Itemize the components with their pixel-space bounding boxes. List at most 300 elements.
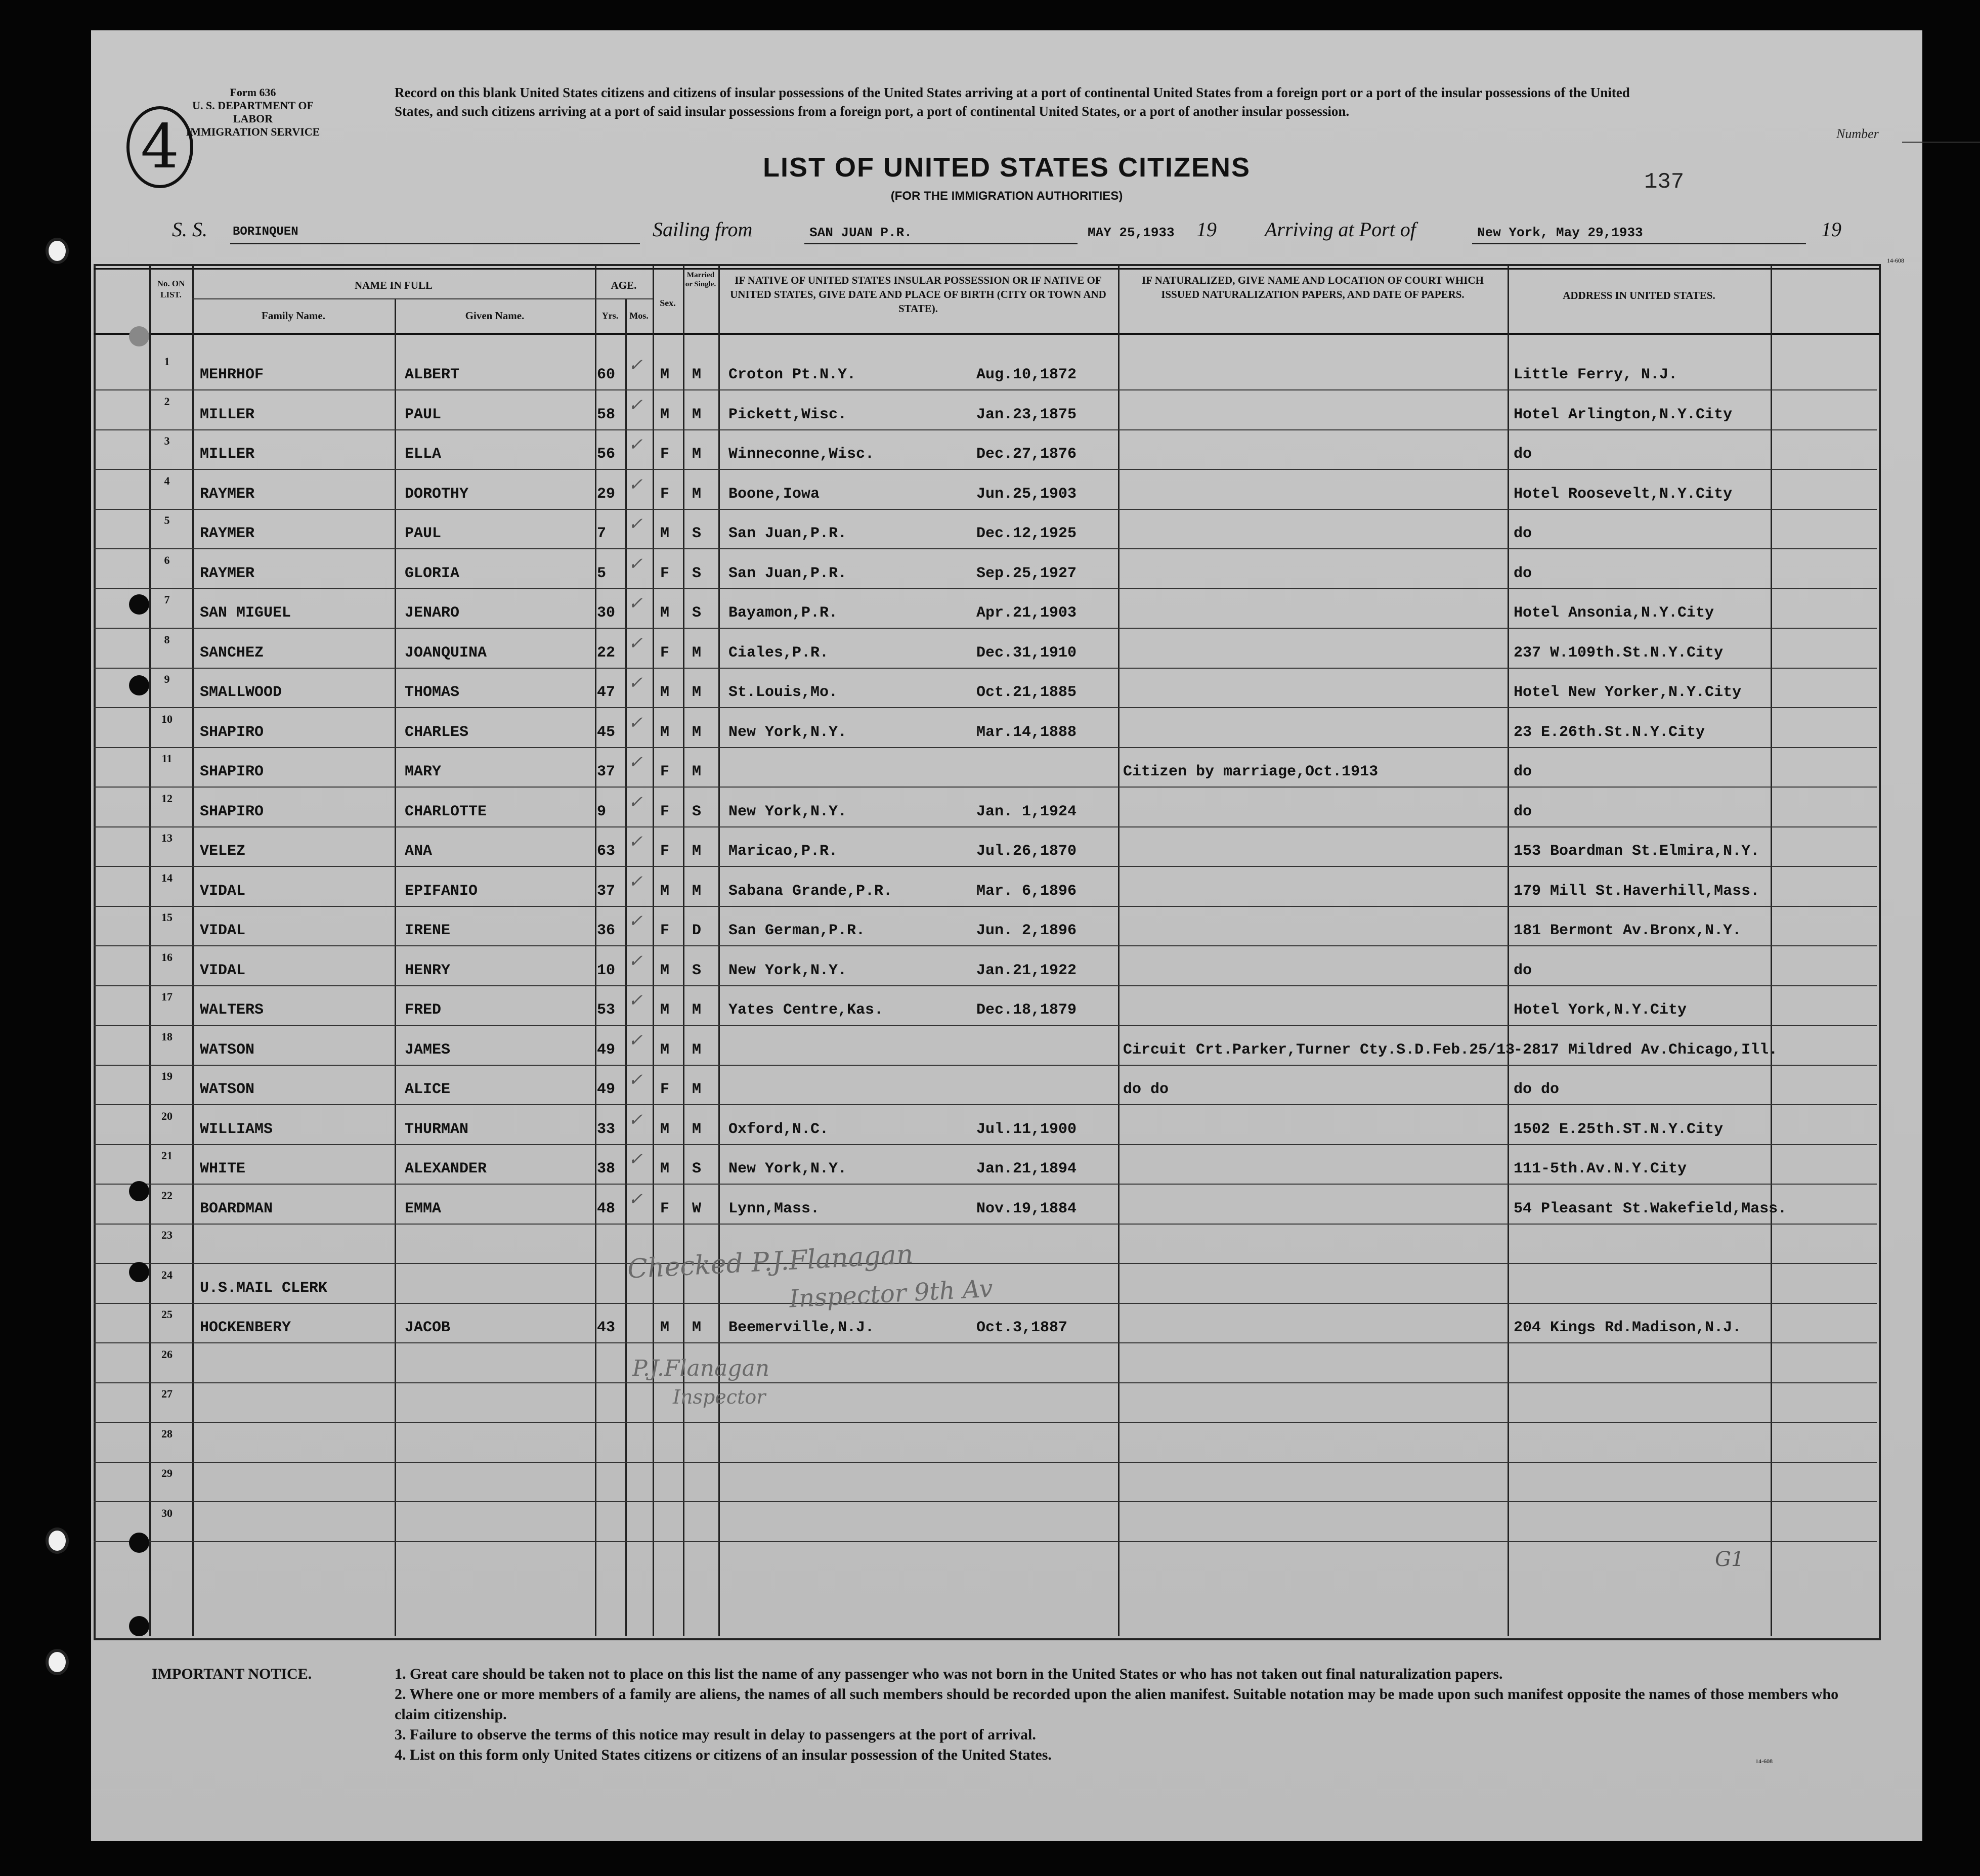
- birth-place: Lynn,Mass.: [728, 1200, 820, 1217]
- birth-place: Winneconne,Wisc.: [728, 446, 875, 463]
- birth-date: Aug.10,1872: [976, 366, 1077, 383]
- marital-status: S: [692, 564, 702, 582]
- subheader-rule: [192, 298, 653, 299]
- row-rule: [94, 1065, 1877, 1066]
- age-years: 60: [597, 366, 616, 383]
- row-number: 6: [164, 553, 170, 566]
- check-mark: ✓: [628, 395, 643, 415]
- birth-place: New York,N.Y.: [728, 1160, 847, 1177]
- given-name: ALEXANDER: [405, 1160, 487, 1177]
- inspector-annotation: Inspector 9th Av: [788, 1274, 994, 1314]
- marital-status: S: [692, 604, 702, 622]
- punch-hole: [129, 1181, 149, 1201]
- row-number: 27: [161, 1387, 173, 1400]
- sailing-label: Sailing from: [653, 218, 753, 241]
- row-number: 14: [161, 871, 173, 884]
- col-header-family: Family Name.: [262, 310, 325, 322]
- family-name: U.S.MAIL CLERK: [200, 1279, 328, 1297]
- row-number: 22: [161, 1189, 173, 1202]
- row-number: 21: [161, 1149, 173, 1162]
- col-rule: [625, 298, 627, 1636]
- row-number: 5: [164, 514, 170, 527]
- us-address: do: [1514, 525, 1532, 542]
- header-bottom-rule: [94, 333, 1879, 335]
- birth-date: Jun.25,1903: [976, 485, 1077, 503]
- sex: F: [660, 843, 670, 860]
- sex: M: [660, 604, 670, 622]
- printer-mark-top: 14-608: [1887, 257, 1904, 264]
- birth-place: St.Louis,Mo.: [728, 684, 838, 701]
- given-name: MARY: [405, 763, 442, 780]
- family-name: RAYMER: [200, 485, 255, 503]
- row-number: 13: [161, 832, 173, 844]
- family-name: WATSON: [200, 1041, 255, 1059]
- age-years: 33: [597, 1120, 616, 1138]
- form-identifier: [172, 86, 334, 139]
- birth-date: Dec.12,1925: [976, 525, 1077, 542]
- port-underline: [1472, 243, 1806, 244]
- check-mark: ✓: [628, 553, 643, 574]
- age-years: 36: [597, 922, 616, 939]
- given-name: THURMAN: [405, 1120, 469, 1138]
- col-header-address: ADDRESS IN UNITED STATES.: [1563, 289, 1715, 301]
- sex: F: [660, 564, 670, 582]
- family-name: MEHRHOF: [200, 366, 264, 383]
- row-rule: [94, 509, 1877, 510]
- sex: F: [660, 644, 670, 662]
- us-address: do: [1514, 564, 1532, 582]
- us-address: 204 Kings Rd.Madison,N.J.: [1514, 1319, 1742, 1336]
- given-name: THOMAS: [405, 684, 460, 701]
- row-rule: [94, 906, 1877, 907]
- marital-status: M: [692, 485, 702, 503]
- sailing-date: MAY 25,1933: [1088, 225, 1175, 240]
- marital-status: W: [692, 1200, 702, 1217]
- birth-date: Jul.11,1900: [976, 1120, 1077, 1138]
- birth-date: Oct.3,1887: [976, 1319, 1068, 1336]
- family-name: SMALLWOOD: [200, 684, 282, 701]
- number-label: Number: [1836, 126, 1879, 141]
- sex: M: [660, 723, 670, 741]
- check-mark: ✓: [628, 712, 643, 733]
- notice-item: 3. Failure to observe the terms of this notice may result in delay to passengers at the port of arrival.: [395, 1726, 1036, 1743]
- given-name: CHARLES: [405, 723, 469, 741]
- marital-status: M: [692, 644, 702, 662]
- us-address: Little Ferry, N.J.: [1514, 366, 1678, 383]
- us-address: -2817 Mildred Av.Chicago,Ill.: [1514, 1041, 1778, 1059]
- age-years: 30: [597, 604, 616, 622]
- us-address: Hotel York,N.Y.City: [1514, 1001, 1687, 1019]
- sex: F: [660, 485, 670, 503]
- row-rule: [94, 1104, 1877, 1105]
- form-number: Form 636: [230, 86, 276, 99]
- punch-hole: [129, 1533, 149, 1553]
- page-title: LIST OF UNITED STATES CITIZENS: [763, 152, 1251, 183]
- given-name: ALBERT: [405, 366, 460, 383]
- marital-status: M: [692, 843, 702, 860]
- sex: M: [660, 684, 670, 701]
- given-name: CHARLOTTE: [405, 803, 487, 820]
- birth-place: Beemerville,N.J.: [728, 1319, 875, 1336]
- age-years: 10: [597, 962, 616, 979]
- birth-place: New York,N.Y.: [728, 803, 847, 820]
- family-name: HOCKENBERY: [200, 1319, 291, 1336]
- check-mark: ✓: [628, 673, 643, 693]
- col-header-birth: IF NATIVE OF UNITED STATES INSULAR POSSESSION OR IF NATIVE OF UNITED STATES, GIVE DATE AND PLACE OF BIRTH (CITY OR TOWN AND STATE).: [730, 274, 1106, 315]
- family-name: RAYMER: [200, 564, 255, 582]
- row-number: 7: [164, 593, 170, 606]
- marital-status: S: [692, 803, 702, 820]
- birth-place: Pickett,Wisc.: [728, 406, 847, 423]
- row-rule: [94, 1541, 1877, 1542]
- birth-place: Croton Pt.N.Y.: [728, 366, 856, 383]
- sex: M: [660, 882, 670, 900]
- us-address: do: [1514, 803, 1532, 820]
- row-rule: [94, 985, 1877, 986]
- col-header-marital: Married or Single.: [685, 271, 716, 288]
- row-rule: [94, 1263, 1877, 1264]
- row-number: 9: [164, 673, 170, 685]
- col-header-years: Yrs.: [601, 311, 619, 321]
- age-years: 58: [597, 406, 616, 423]
- sex: F: [660, 1081, 670, 1098]
- birth-place: New York,N.Y.: [728, 962, 847, 979]
- birth-date: Dec.31,1910: [976, 644, 1077, 662]
- age-years: 29: [597, 485, 616, 503]
- check-mark: ✓: [628, 832, 643, 852]
- notice-item: 1. Great care should be taken not to place on this list the name of any passenger who was not born in the United States or who has not taken out final naturalization papers.: [395, 1666, 1503, 1682]
- given-name: PAUL: [405, 406, 442, 423]
- given-name: ELLA: [405, 446, 442, 463]
- birth-place: San Juan,P.R.: [728, 564, 847, 582]
- family-name: VELEZ: [200, 843, 246, 860]
- sex: F: [660, 763, 670, 780]
- birth-place: San Juan,P.R.: [728, 525, 847, 542]
- birth-date: Jan.23,1875: [976, 406, 1077, 423]
- check-mark: ✓: [628, 1109, 643, 1130]
- arriving-label: Arriving at Port of: [1265, 218, 1416, 241]
- us-address: 111-5th.Av.N.Y.City: [1514, 1160, 1687, 1177]
- family-name: RAYMER: [200, 525, 255, 542]
- given-name: IRENE: [405, 922, 451, 939]
- sailing-from: SAN JUAN P.R.: [809, 225, 912, 240]
- row-number: 11: [161, 752, 173, 765]
- family-name: WILLIAMS: [200, 1120, 273, 1138]
- birth-date: Dec.27,1876: [976, 446, 1077, 463]
- row-number: 26: [161, 1347, 173, 1361]
- punch-hole: [129, 594, 149, 615]
- naturalization-info: Citizen by marriage,Oct.1913: [1123, 763, 1379, 780]
- sex: M: [660, 1160, 670, 1177]
- family-name: SHAPIRO: [200, 803, 264, 820]
- given-name: JENARO: [405, 604, 460, 622]
- row-number: 23: [161, 1229, 173, 1241]
- ss-label: S. S.: [172, 218, 207, 241]
- row-number: 1: [164, 355, 170, 368]
- row-number: 12: [161, 792, 173, 805]
- arrival-port: New York, May 29,1933: [1477, 225, 1643, 240]
- page-subtitle: (FOR THE IMMIGRATION AUTHORITIES): [890, 189, 1123, 203]
- col-header-name: NAME IN FULL: [354, 279, 433, 291]
- row-rule: [94, 588, 1877, 589]
- check-mark: ✓: [628, 633, 643, 653]
- family-name: SHAPIRO: [200, 763, 264, 780]
- signature-annotation: P.J.Flanagan: [632, 1356, 770, 1381]
- marital-status: S: [692, 525, 702, 542]
- us-address: 179 Mill St.Haverhill,Mass.: [1514, 882, 1760, 900]
- given-name: EMMA: [405, 1200, 442, 1217]
- given-name: JACOB: [405, 1319, 451, 1336]
- marital-status: S: [692, 1160, 702, 1177]
- us-address: 1502 E.25th.ST.N.Y.City: [1514, 1120, 1724, 1138]
- birth-place: San German,P.R.: [728, 922, 866, 939]
- row-number: 3: [164, 434, 170, 447]
- family-name: MILLER: [200, 446, 255, 463]
- birth-place: Oxford,N.C.: [728, 1120, 829, 1138]
- given-name: GLORIA: [405, 564, 460, 582]
- intro-instructions: Record on this blank United States citizens and citizens of insular possessions of the United States arriving at a port of continental United States from a foreign port or a port of the insular possessions of the United States, and such citizens arriving at a port of said insular possessions from a foreign port, a port of continental United States, or a port of another insular possession.: [395, 85, 1630, 119]
- birth-place: Bayamon,P.R.: [728, 604, 838, 622]
- birth-date: Mar.14,1888: [976, 723, 1077, 741]
- ship-underline: [230, 243, 640, 244]
- row-number: 28: [161, 1427, 173, 1440]
- age-years: 9: [597, 803, 607, 820]
- row-rule: [94, 1422, 1877, 1423]
- marital-status: M: [692, 684, 702, 701]
- row-rule: [94, 1342, 1877, 1343]
- age-years: 22: [597, 644, 616, 662]
- row-number: 8: [164, 633, 170, 646]
- birth-date: Dec.18,1879: [976, 1001, 1077, 1019]
- birth-place: Maricao,P.R.: [728, 843, 838, 860]
- manifest-sheet: [91, 30, 1922, 1841]
- sex: F: [660, 1200, 670, 1217]
- marital-status: M: [692, 406, 702, 423]
- given-name: PAUL: [405, 525, 442, 542]
- row-rule: [94, 1025, 1877, 1026]
- marital-status: S: [692, 962, 702, 979]
- check-mark: ✓: [628, 1030, 643, 1051]
- us-address: 181 Bermont Av.Bronx,N.Y.: [1514, 922, 1742, 939]
- sex: M: [660, 962, 670, 979]
- family-name: SAN MIGUEL: [200, 604, 291, 622]
- sex: F: [660, 446, 670, 463]
- signature-inspector: Inspector: [673, 1386, 766, 1408]
- sex: M: [660, 1120, 670, 1138]
- us-address: 237 W.109th.St.N.Y.City: [1514, 644, 1724, 662]
- department-name: U. S. DEPARTMENT OF LABOR: [192, 99, 314, 125]
- row-rule: [94, 548, 1877, 549]
- row-number: 25: [161, 1308, 173, 1321]
- punch-hole: [129, 326, 149, 346]
- year-suffix-2: 19: [1821, 218, 1841, 241]
- marital-status: M: [692, 366, 702, 383]
- check-mark: ✓: [628, 871, 643, 892]
- given-name: DOROTHY: [405, 485, 469, 503]
- punch-hole: [129, 675, 149, 695]
- given-name: EPIFANIO: [405, 882, 478, 900]
- check-mark: ✓: [628, 355, 643, 375]
- check-mark: ✓: [628, 434, 643, 455]
- marital-status: M: [692, 723, 702, 741]
- row-number: 19: [161, 1070, 173, 1082]
- birth-date: Oct.21,1885: [976, 684, 1077, 701]
- check-mark: ✓: [628, 474, 643, 495]
- family-name: VIDAL: [200, 962, 246, 979]
- col-header-number: No. ON LIST.: [157, 279, 185, 299]
- birth-date: Jan.21,1894: [976, 1160, 1077, 1177]
- notice-heading: IMPORTANT NOTICE.: [152, 1666, 312, 1682]
- sex: M: [660, 406, 670, 423]
- age-years: 63: [597, 843, 616, 860]
- age-years: 37: [597, 763, 616, 780]
- row-number: 24: [161, 1268, 173, 1281]
- page-number: 137: [1644, 169, 1685, 195]
- sex: F: [660, 803, 670, 820]
- us-address: 23 E.26th.St.N.Y.City: [1514, 723, 1705, 741]
- birth-date: Jul.26,1870: [976, 843, 1077, 860]
- important-notice: [152, 1664, 1872, 1765]
- punch-hole: [46, 238, 69, 264]
- row-rule: [94, 1382, 1877, 1383]
- given-name: HENRY: [405, 962, 451, 979]
- sex: M: [660, 1041, 670, 1059]
- marital-status: M: [692, 763, 702, 780]
- us-address: Hotel Ansonia,N.Y.City: [1514, 604, 1714, 622]
- birth-date: Jan.21,1922: [976, 962, 1077, 979]
- us-address: 54 Pleasant St.Wakefield,Mass.: [1514, 1200, 1787, 1217]
- birth-place: Ciales,P.R.: [728, 644, 829, 662]
- printer-mark-bottom: 14-608: [1755, 1758, 1773, 1765]
- checked-annotation: Checked P.J.Flanagan: [626, 1239, 914, 1285]
- age-years: 53: [597, 1001, 616, 1019]
- check-mark: ✓: [628, 950, 643, 971]
- row-rule: [94, 866, 1877, 867]
- age-years: 49: [597, 1041, 616, 1059]
- us-address: do: [1514, 763, 1532, 780]
- row-number: 15: [161, 911, 173, 924]
- family-name: WHITE: [200, 1160, 246, 1177]
- birth-place: Boone,Iowa: [728, 485, 820, 503]
- us-address: do: [1514, 446, 1532, 463]
- marital-status: M: [692, 1041, 702, 1059]
- col-header-sex: Sex.: [660, 298, 676, 308]
- age-years: 7: [597, 525, 607, 542]
- us-address: Hotel Arlington,N.Y.City: [1514, 406, 1733, 423]
- row-rule: [94, 389, 1877, 390]
- row-number: 10: [161, 712, 173, 725]
- row-number: 17: [161, 990, 173, 1003]
- us-address: Hotel New Yorker,N.Y.City: [1514, 684, 1742, 701]
- family-name: SHAPIRO: [200, 723, 264, 741]
- family-name: WALTERS: [200, 1001, 264, 1019]
- sex: M: [660, 1319, 670, 1336]
- marital-status: M: [692, 882, 702, 900]
- row-number: 2: [164, 395, 170, 408]
- row-rule: [94, 469, 1877, 470]
- row-rule: [94, 668, 1877, 669]
- row-number: 4: [164, 474, 170, 487]
- naturalization-info: do do: [1123, 1081, 1169, 1098]
- check-mark: ✓: [628, 792, 643, 812]
- from-underline: [804, 243, 1078, 244]
- col-header-age: AGE.: [611, 279, 637, 291]
- row-number: 18: [161, 1030, 173, 1043]
- manifest-table: [94, 264, 1881, 1640]
- number-underline: [1902, 142, 1980, 143]
- row-rule: [94, 1501, 1877, 1502]
- check-mark: ✓: [628, 514, 643, 534]
- sex: M: [660, 1001, 670, 1019]
- given-name: ANA: [405, 843, 433, 860]
- check-mark: ✓: [628, 593, 643, 614]
- birth-date: Sep.25,1927: [976, 564, 1077, 582]
- row-number: 20: [161, 1109, 173, 1122]
- us-address: 153 Boardman St.Elmira,N.Y.: [1514, 843, 1760, 860]
- age-years: 38: [597, 1160, 616, 1177]
- row-rule: [94, 707, 1877, 708]
- birth-date: Mar. 6,1896: [976, 882, 1077, 900]
- marital-status: M: [692, 446, 702, 463]
- marital-status: M: [692, 1081, 702, 1098]
- row-rule: [94, 747, 1877, 748]
- row-rule: [94, 429, 1877, 430]
- birth-date: Jun. 2,1896: [976, 922, 1077, 939]
- birth-place: New York,N.Y.: [728, 723, 847, 741]
- row-rule: [94, 1184, 1877, 1185]
- marital-status: M: [692, 1319, 702, 1336]
- corner-mark: G1: [1715, 1548, 1744, 1571]
- sex: F: [660, 922, 670, 939]
- check-mark: ✓: [628, 752, 643, 772]
- given-name: ALICE: [405, 1081, 451, 1098]
- check-mark: ✓: [628, 911, 643, 931]
- age-years: 43: [597, 1319, 616, 1336]
- age-years: 47: [597, 684, 616, 701]
- row-rule: [94, 1462, 1877, 1463]
- row-rule: [94, 787, 1877, 788]
- col-header-naturalized: IF NATURALIZED, GIVE NAME AND LOCATION OF COURT WHICH ISSUED NATURALIZATION PAPERS, AND DATE OF PAPERS.: [1142, 274, 1484, 300]
- col-header-months: Mos.: [629, 311, 649, 321]
- age-years: 48: [597, 1200, 616, 1217]
- birth-date: Jan. 1,1924: [976, 803, 1077, 820]
- check-mark: ✓: [628, 1070, 643, 1090]
- check-mark: ✓: [628, 990, 643, 1011]
- row-number: 16: [161, 950, 173, 964]
- family-name: VIDAL: [200, 922, 246, 939]
- age-years: 45: [597, 723, 616, 741]
- family-name: VIDAL: [200, 882, 246, 900]
- given-name: FRED: [405, 1001, 442, 1019]
- family-name: SANCHEZ: [200, 644, 264, 662]
- sex: M: [660, 525, 670, 542]
- punch-hole: [46, 1528, 69, 1554]
- punch-hole: [129, 1262, 149, 1282]
- row-rule: [94, 628, 1877, 629]
- birth-date: Nov.19,1884: [976, 1200, 1077, 1217]
- us-address: do: [1514, 962, 1532, 979]
- birth-place: Sabana Grande,P.R.: [728, 882, 893, 900]
- given-name: JAMES: [405, 1041, 451, 1059]
- birth-date: Apr.21,1903: [976, 604, 1077, 622]
- col-header-given: Given Name.: [465, 310, 525, 322]
- marital-status: M: [692, 1001, 702, 1019]
- us-address: Hotel Roosevelt,N.Y.City: [1514, 485, 1733, 503]
- family-name: MILLER: [200, 406, 255, 423]
- notice-items: [395, 1664, 1872, 1765]
- col-rule: [395, 298, 396, 1636]
- sex: M: [660, 366, 670, 383]
